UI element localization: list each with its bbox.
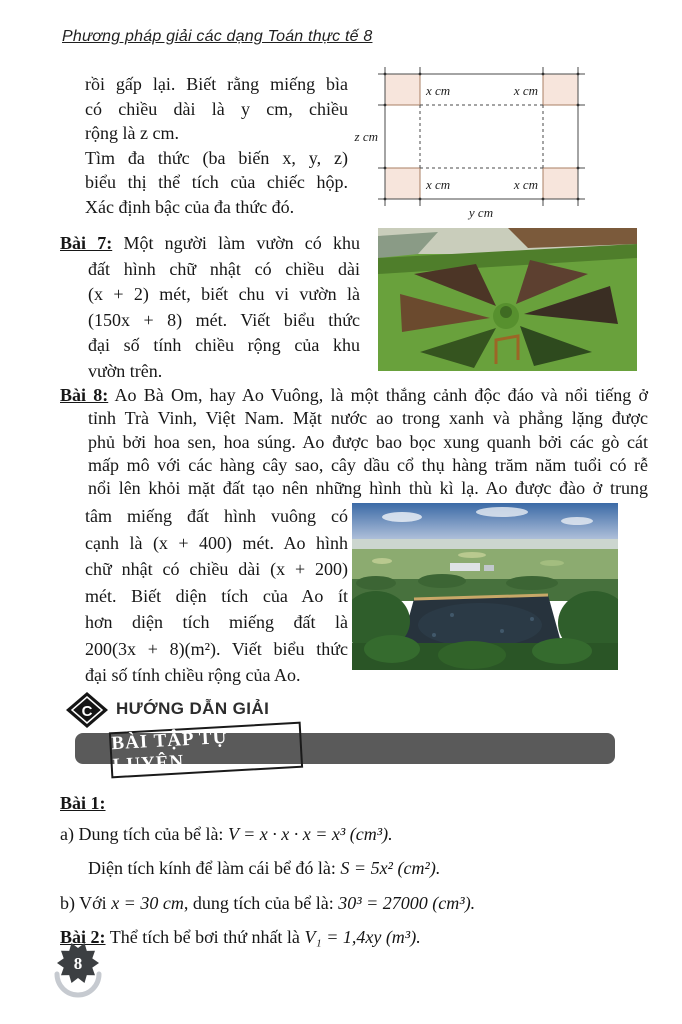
corner-flap	[385, 74, 420, 105]
solution-1a2-line	[88, 858, 440, 879]
c-section-icon	[64, 690, 110, 730]
intro-paragraph	[85, 72, 348, 219]
text-line: Tìm đa thức (ba biến x, y, z)	[85, 147, 348, 168]
text-line: rồi gấp lại. Biết rằng miếng bìa	[85, 74, 348, 94]
corner-flap	[543, 74, 578, 105]
diagram-label: x cm	[513, 83, 538, 98]
solution-2-line	[60, 927, 421, 948]
page-number: 8	[73, 954, 83, 973]
formula: S = 5x² (cm²).	[340, 858, 441, 878]
gear-icon	[50, 936, 106, 998]
problem-7	[60, 231, 360, 384]
text-line: mấp mô với các hàng cây sao, cây dầu cổ thụ hàng trăm năm tuổi có rễ	[88, 454, 648, 475]
text-line: đại số tính chiều rộng của Ao.	[85, 665, 301, 685]
formula: V = x · x · x = x³ (cm³).	[227, 824, 393, 844]
page-number-badge	[50, 936, 106, 998]
section-letter: C	[81, 703, 93, 720]
text-line: vườn trên.	[88, 360, 163, 381]
solution-2-label: Bài 2:	[60, 927, 106, 947]
diagram-label: x cm	[513, 177, 538, 192]
practice-banner-box	[109, 722, 303, 779]
text-line: tâm miếng đất hình vuông có	[85, 506, 348, 526]
text-line: đất hình chữ nhật có chiều dài	[88, 258, 360, 279]
pond-photo-art	[352, 503, 618, 670]
text-span: Thể tích bể bơi thứ nhất là	[109, 927, 300, 947]
text-line: 200(3x + 8)(m²). Viết biểu thức	[85, 638, 348, 659]
text-line: hơn diện tích miếng đất là	[85, 612, 348, 632]
diagram-label: x cm	[426, 177, 451, 192]
diagram-label: z cm	[354, 129, 378, 144]
text-line: phủ bởi hoa sen, hoa súng. Ao được bao bọc xung quanh bởi các gò cát	[88, 431, 648, 452]
text-line	[60, 231, 360, 257]
solution-1-label: Bài 1:	[60, 793, 106, 813]
text-line: đại số tính chiều rộng của khu	[88, 335, 360, 355]
text-line: (x + 2) mét, biết chu vi vườn là	[88, 284, 360, 304]
text-line: biểu thị thể tích của chiếc hộp.	[85, 172, 348, 192]
solution-1b-line	[60, 893, 475, 914]
text-span: a) Dung tích của bể là:	[60, 824, 224, 844]
corner-flap	[543, 168, 578, 199]
practice-banner-label: BÀI TẬP TỰ LUYỆN	[110, 726, 230, 777]
problem-8-label: Bài 8:	[60, 385, 109, 405]
pond-photo	[352, 503, 618, 670]
diagram-label: y cm	[468, 205, 494, 220]
text-line: cạnh là (x + 400) mét. Ao hình	[85, 532, 348, 553]
formula: V₁ = 1,4xy (m³).	[304, 927, 421, 947]
text-line	[60, 384, 648, 407]
box-net-diagram	[340, 64, 630, 224]
problem-7-label: Bài 7:	[60, 233, 113, 253]
text-span: Ao Bà Om, hay Ao Vuông, là một thắng cảnh độc đáo và nổi tiếng ở	[114, 385, 648, 405]
corner-flap	[385, 168, 420, 199]
text-line: chữ nhật có chiều dài (x + 200)	[85, 559, 348, 579]
diagram-label: x cm	[426, 83, 451, 98]
text-line: mét. Biết diện tích của Ao ít	[85, 585, 348, 606]
solution-1-heading	[60, 793, 106, 814]
text-span: , dung tích của bể là:	[183, 893, 334, 913]
page-header: Phương pháp giải các dạng Toán thực tế 8	[62, 28, 373, 45]
text-line: (150x + 8) mét. Viết biểu thức	[88, 309, 360, 330]
formula: 30³ = 27000 (cm³).	[338, 893, 476, 913]
text-span: Một người làm vườn có khu	[123, 233, 361, 253]
text-line: tỉnh Trà Vinh, Việt Nam. Mặt nước ao trong xanh và phẳng lặng được	[88, 408, 648, 429]
text-line: Xác định bậc của đa thức đó.	[85, 196, 295, 217]
c-diamond-icon	[64, 690, 110, 730]
text-line: nổi lên khỏi mặt đất tạo nên những hình thù kì lạ. Ao được đào ở trung	[88, 478, 648, 499]
text-span: b) Với	[60, 893, 107, 913]
garden-photo-art	[378, 228, 637, 371]
problem-8-continued	[85, 503, 348, 689]
problem-8	[60, 384, 648, 500]
text-line: rộng là z cm.	[85, 123, 179, 143]
box-net-diagram-svg	[340, 64, 630, 224]
garden-photo	[378, 228, 637, 371]
solution-1a-line	[60, 824, 393, 845]
text-span: Diện tích kính để làm cái bể đó là:	[88, 858, 336, 878]
formula: x = 30 cm	[111, 893, 184, 913]
section-title: HƯỚNG DẪN GIẢI	[116, 699, 270, 718]
text-line: có chiều dài là y cm, chiều	[85, 98, 348, 119]
